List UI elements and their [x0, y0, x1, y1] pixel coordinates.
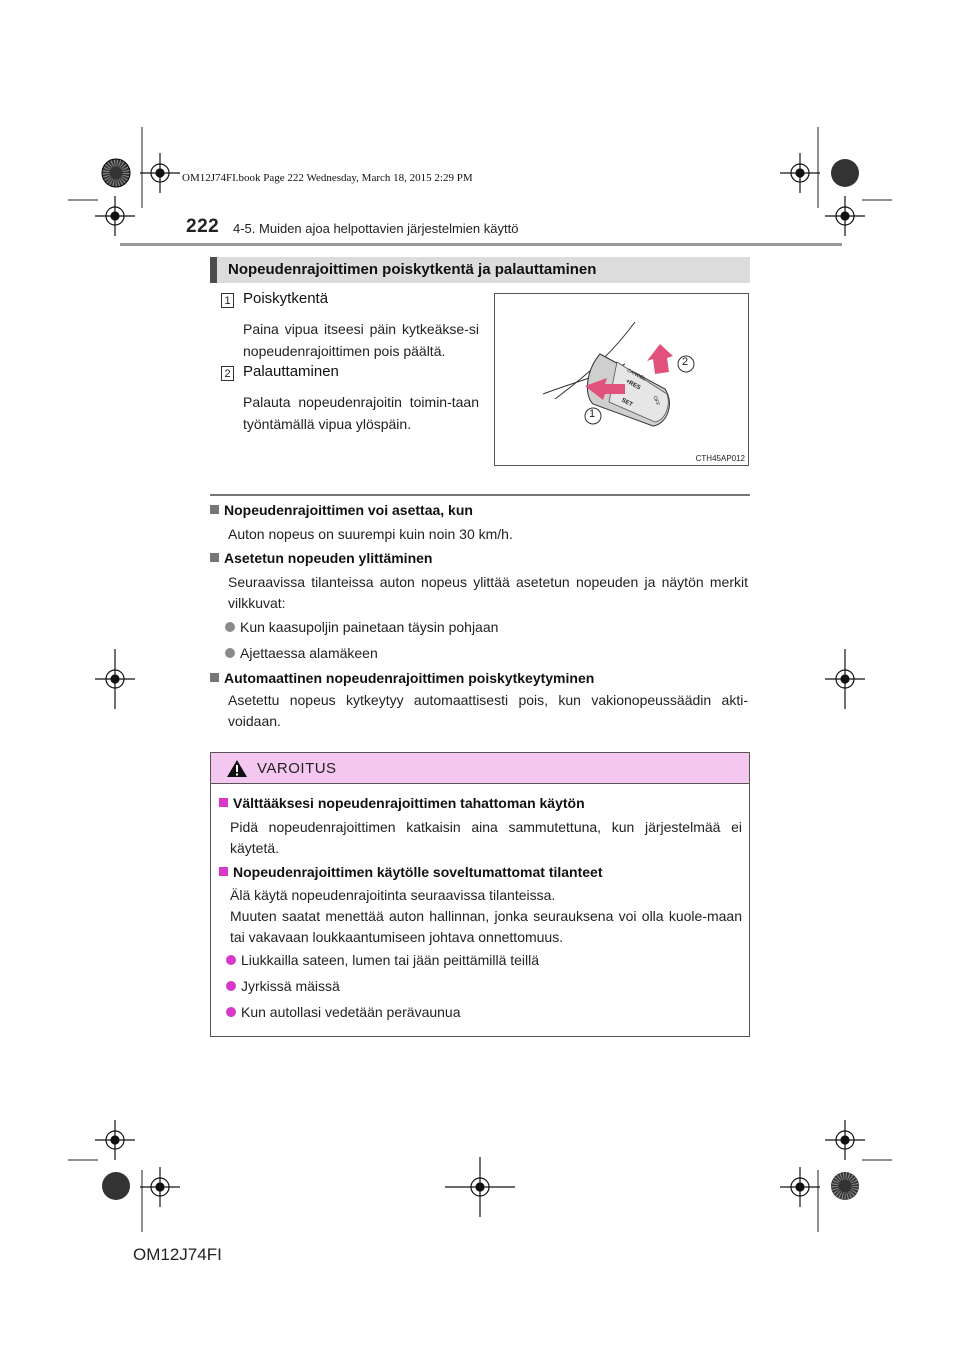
note-text-1: Auton nopeus on suurempi kuin noin 30 km/h. [228, 526, 513, 542]
note-text-3: Asetettu nopeus kytkeytyy automaattisesti pois, kun vakionopeussäädin akti-voidaan. [228, 692, 748, 729]
round-bullet-icon [226, 981, 236, 991]
step-title-2: Palauttaminen [243, 363, 339, 380]
lever-label-off: OFF [651, 395, 661, 407]
chapter-title: 4-5. Muiden ajoa helpottavien järjestelmien käyttö [233, 221, 519, 236]
note-bullet-1: Kun kaasupoljin painetaan täysin pohjaan [225, 617, 745, 638]
step-number-1: 1 [221, 293, 234, 308]
warning-bullet-2: Jyrkissä mäissä [226, 976, 736, 997]
note-title-2: Asetetun nopeuden ylittäminen [210, 550, 432, 566]
figure-code: CTH45AP012 [695, 454, 745, 463]
step-number-2: 2 [221, 366, 234, 381]
warning-triangle-icon [226, 759, 248, 778]
warning-box [210, 752, 750, 1037]
round-bullet-icon [225, 648, 235, 658]
lever-label-cancel: CANCEL [625, 367, 647, 383]
warning-text-2b: Muuten saatat menettää auton hallinnan, jonka seurauksena voi olla kuole-maan tai vakavaan loukkaantumiseen johtava onnettomuus. [230, 908, 742, 945]
book-info-line: OM12J74FI.book Page 222 Wednesday, March 18, 2015 2:29 PM [182, 172, 473, 184]
note-text-2: Seuraavissa tilanteissa auton nopeus ylittää asetetun nopeuden ja näytön merkit vilkkuvat: [228, 574, 748, 611]
document-id: OM12J74FI [133, 1245, 222, 1264]
figure-callout-2: 2 [682, 356, 689, 368]
note-title-3: Automaattinen nopeudenrajoittimen poiskytkeytyminen [210, 670, 594, 686]
warning-label: VAROITUS [257, 760, 337, 777]
figure-callout-1: 1 [589, 408, 596, 420]
warning-title-1: Välttääksesi nopeudenrajoittimen tahattoman käytön [219, 795, 585, 811]
lever-figure [494, 293, 749, 466]
square-bullet-icon [210, 505, 219, 514]
warning-header [211, 753, 749, 784]
note-bullet-2: Ajettaessa alamäkeen [225, 643, 745, 664]
step-title-1: Poiskytkentä [243, 290, 329, 307]
page-number: 222 [186, 216, 220, 237]
section-heading [210, 257, 750, 283]
section-title: Nopeudenrajoittimen poiskytkentä ja palauttaminen [228, 261, 597, 278]
section-rule [210, 494, 750, 496]
warning-text-2a: Älä käytä nopeudenrajoitinta seuraavissa tilanteissa. [230, 887, 556, 903]
round-bullet-icon [226, 955, 236, 965]
square-bullet-icon [219, 798, 228, 807]
square-bullet-icon [219, 867, 228, 876]
note-title-1: Nopeudenrajoittimen voi asettaa, kun [210, 502, 473, 518]
lever-label-set: SET [620, 397, 634, 409]
square-bullet-icon [210, 553, 219, 562]
warning-bullet-1: Liukkailla sateen, lumen tai jään peittämillä teillä [226, 950, 736, 971]
header-rule [120, 243, 842, 246]
warning-text-1: Pidä nopeudenrajoittimen katkaisin aina sammutettuna, kun järjestelmää ei käytetä. [230, 819, 742, 856]
round-bullet-icon [226, 1007, 236, 1017]
square-bullet-icon [210, 673, 219, 682]
warning-bullet-3: Kun autollasi vedetään perävaunua [226, 1002, 736, 1023]
lever-illustration [495, 294, 748, 465]
warning-title-2: Nopeudenrajoittimen käytölle soveltumattomat tilanteet [219, 864, 603, 880]
round-bullet-icon [225, 622, 235, 632]
lever-label-res: +RES [624, 378, 642, 392]
step-text-1: Paina vipua itseesi päin kytkeäkse-si nopeudenrajoittimen pois päältä. [243, 321, 479, 359]
step-text-2: Palauta nopeudenrajoitin toimin-taan työntämällä vipua ylöspäin. [243, 394, 479, 432]
